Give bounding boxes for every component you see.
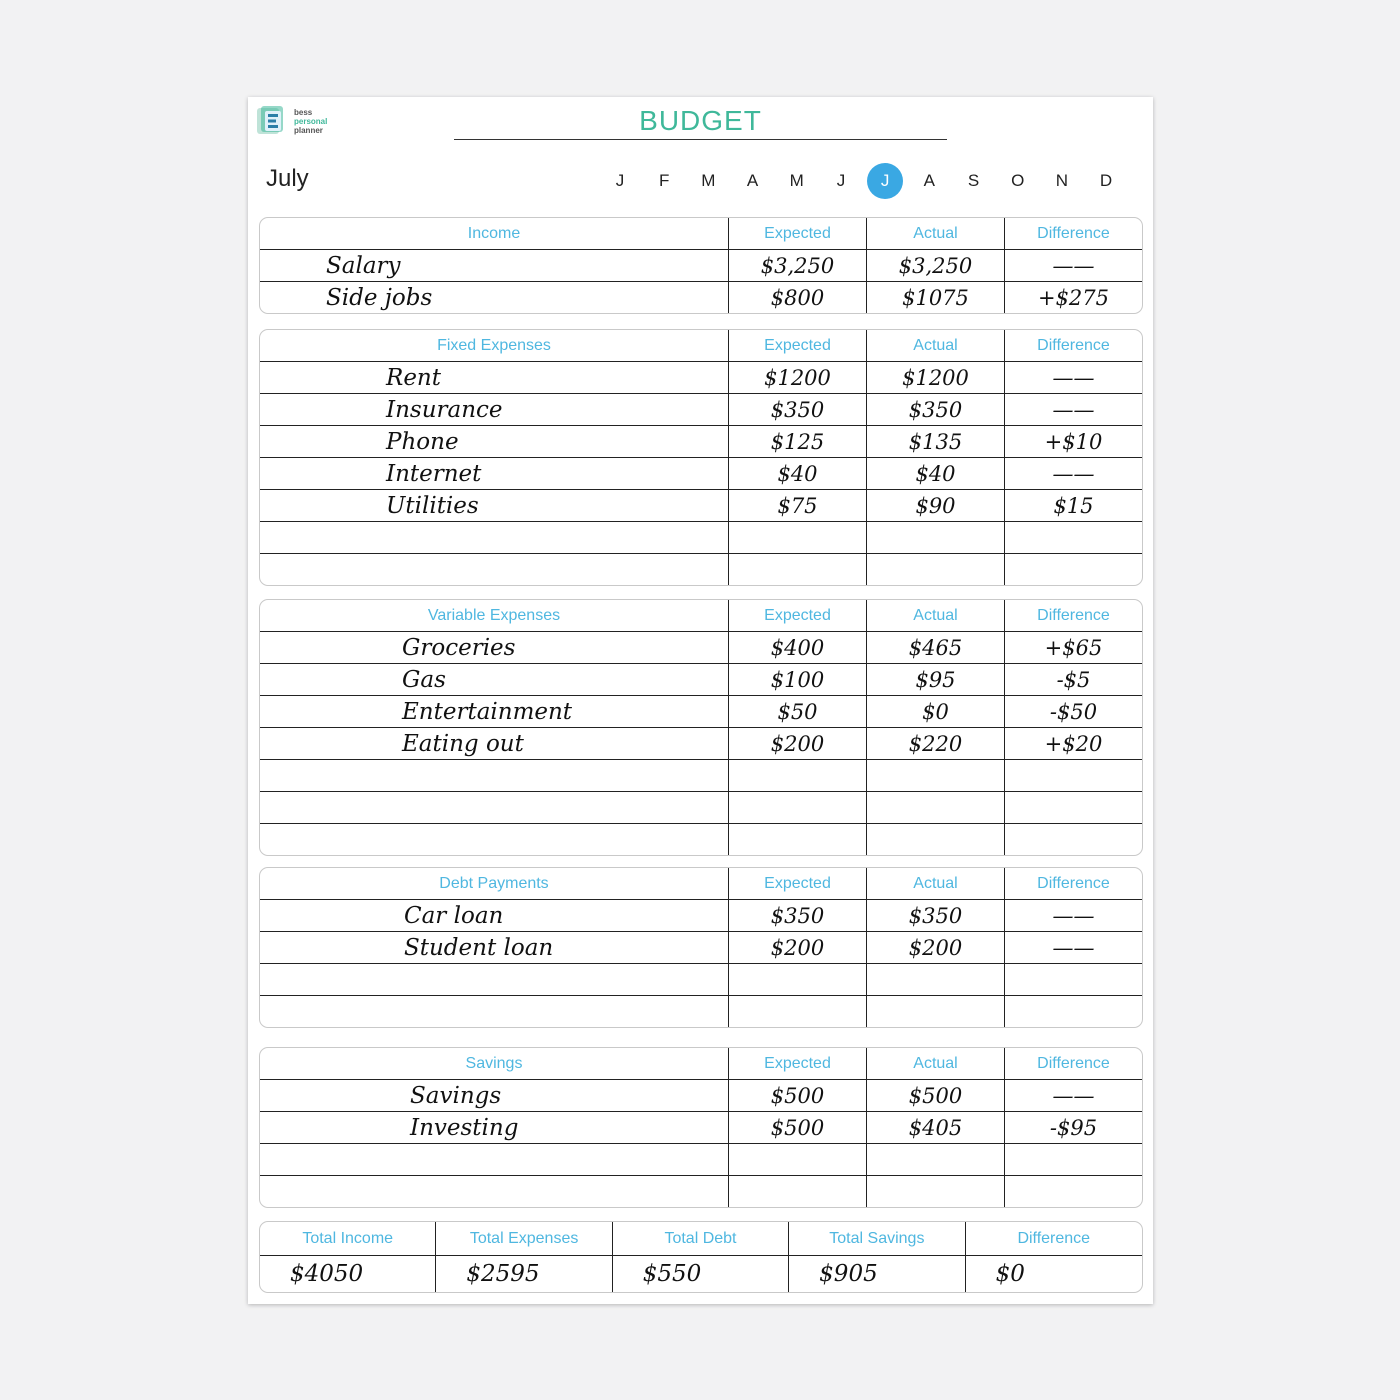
debt-cell-name[interactable] [260,964,729,995]
fixed-cell-actual[interactable]: $40 [867,458,1005,489]
variable-cell-actual[interactable] [867,824,1005,855]
fixed-item-name: Utilities [386,492,479,519]
variable-header-actual: Actual [867,600,1005,631]
debt-cell-actual[interactable] [867,964,1005,995]
savings-cell-expected[interactable] [729,1144,867,1175]
total-savings-value[interactable]: $905 [789,1256,965,1292]
fixed-cell-name[interactable] [260,426,729,457]
fixed-cell-difference[interactable]: —— [1052,365,1095,390]
variable-item-name: Eating out [402,730,524,757]
fixed-cell-expected[interactable] [729,554,867,585]
total-expenses-label: Total Expenses [436,1222,612,1255]
variable-cell-actual[interactable] [867,760,1005,791]
debt-header-row [260,868,1142,899]
income-item-name: Side jobs [326,284,433,311]
income-header-expected: Expected [729,218,867,249]
debt-row [260,963,1142,995]
variable-expenses-section [259,599,1143,856]
fixed-cell-actual[interactable]: $1200 [867,362,1005,393]
month-button-3[interactable]: A [746,171,759,190]
variable-item-name: Entertainment [402,698,573,725]
fixed-cell-name[interactable] [260,490,729,521]
debt-header-expected: Expected [729,868,867,899]
fixed-cell-difference[interactable]: +$10 [1044,429,1103,454]
debt-cell-name[interactable] [260,932,729,963]
debt-cell-difference[interactable]: —— [1052,935,1095,960]
month-button-9[interactable]: O [1011,171,1025,190]
variable-header-expected: Expected [729,600,867,631]
income-header-category: Income [260,218,729,249]
income-cell-actual[interactable]: $3,250 [867,250,1005,281]
savings-row [260,1079,1142,1111]
fixed-cell-difference[interactable] [1005,554,1142,585]
variable-cell-name[interactable] [260,760,729,791]
variable-row [260,759,1142,791]
debt-cell-name[interactable] [260,900,729,931]
month-button-8[interactable]: S [967,171,980,190]
savings-cell-actual[interactable]: $500 [867,1080,1005,1111]
debt-payments-section [259,867,1143,1028]
variable-cell-expected[interactable]: $200 [729,728,867,759]
income-item-name: Salary [326,252,401,279]
debt-cell-name[interactable] [260,996,729,1027]
savings-header-expected: Expected [729,1048,867,1079]
variable-header-category: Variable Expenses [260,600,729,631]
total-debt-value[interactable]: $550 [613,1256,789,1292]
variable-header-row [260,600,1142,631]
debt-cell-expected[interactable]: $200 [729,932,867,963]
budget-page [248,97,1153,1304]
savings-item-name: Investing [410,1114,519,1141]
fixed-cell-actual[interactable]: $90 [867,490,1005,521]
savings-header-difference: Difference [1037,1054,1110,1072]
savings-header-actual: Actual [867,1048,1005,1079]
income-header-row [260,218,1142,249]
fixed-cell-expected[interactable] [729,522,867,553]
variable-cell-name[interactable] [260,696,729,727]
fixed-row [260,457,1142,489]
month-button-11[interactable]: D [1099,171,1113,190]
debt-cell-actual[interactable]: $200 [867,932,1005,963]
variable-cell-actual[interactable]: $465 [867,632,1005,663]
variable-row [260,791,1142,823]
debt-cell-expected[interactable] [729,964,867,995]
savings-cell-name[interactable] [260,1176,729,1207]
page-title: BUDGET [454,105,947,140]
total-income-label: Total Income [260,1222,436,1255]
brand-logo [256,105,327,137]
debt-row [260,899,1142,931]
fixed-cell-name[interactable] [260,394,729,425]
month-button-2[interactable]: M [701,171,716,190]
total-debt-label: Total Debt [613,1222,789,1255]
variable-row [260,663,1142,695]
savings-header-category: Savings [260,1048,729,1079]
fixed-expenses-section [259,329,1143,586]
debt-header-actual: Actual [867,868,1005,899]
variable-item-name: Groceries [402,634,516,661]
fixed-header-difference: Difference [1037,336,1110,354]
fixed-cell-difference[interactable] [1005,522,1142,553]
fixed-cell-name[interactable] [260,554,729,585]
income-cell-actual[interactable]: $1075 [867,282,1005,313]
debt-cell-actual[interactable]: $350 [867,900,1005,931]
variable-cell-difference[interactable]: +$65 [1044,635,1103,660]
fixed-row [260,361,1142,393]
month-selector [602,163,1132,199]
savings-row [260,1111,1142,1143]
income-cell-expected[interactable]: $3,250 [729,250,867,281]
totals-header [260,1222,1142,1256]
variable-cell-name[interactable] [260,664,729,695]
savings-item-name: Savings [410,1082,502,1109]
debt-header-difference: Difference [1037,874,1110,892]
debt-cell-actual[interactable] [867,996,1005,1027]
fixed-header-actual: Actual [867,330,1005,361]
savings-cell-name[interactable] [260,1144,729,1175]
savings-row [260,1143,1142,1175]
fixed-item-name: Internet [386,460,482,487]
variable-cell-actual[interactable] [867,792,1005,823]
fixed-cell-actual[interactable] [867,522,1005,553]
income-header-difference: Difference [1037,224,1110,242]
variable-row [260,727,1142,759]
variable-row [260,823,1142,855]
debt-row [260,931,1142,963]
variable-cell-name[interactable] [260,632,729,663]
savings-header-row [260,1048,1142,1079]
savings-cell-expected[interactable]: $500 [729,1080,867,1111]
total-expenses-value[interactable]: $2595 [436,1256,612,1292]
variable-row [260,631,1142,663]
fixed-cell-expected[interactable]: $1200 [729,362,867,393]
debt-cell-difference[interactable] [1005,964,1142,995]
income-header-actual: Actual [867,218,1005,249]
variable-cell-actual[interactable]: $95 [867,664,1005,695]
fixed-cell-actual[interactable]: $135 [867,426,1005,457]
savings-cell-difference[interactable] [1005,1176,1142,1207]
income-row [260,281,1142,313]
income-cell-name[interactable] [260,250,729,281]
variable-cell-expected[interactable] [729,792,867,823]
fixed-cell-name[interactable] [260,522,729,553]
savings-cell-actual[interactable]: $405 [867,1112,1005,1143]
variable-cell-expected[interactable] [729,824,867,855]
planner-logo-icon [256,105,286,137]
income-cell-name[interactable] [260,282,729,313]
fixed-header-expected: Expected [729,330,867,361]
fixed-row [260,553,1142,585]
fixed-cell-expected[interactable]: $40 [729,458,867,489]
savings-cell-name[interactable] [260,1080,729,1111]
month-button-6[interactable]: J [867,163,903,199]
total-savings-label: Total Savings [789,1222,965,1255]
debt-row [260,995,1142,1027]
fixed-cell-actual[interactable]: $350 [867,394,1005,425]
savings-row [260,1175,1142,1207]
fixed-row [260,489,1142,521]
variable-cell-name[interactable] [260,728,729,759]
fixed-cell-expected[interactable]: $350 [729,394,867,425]
variable-header-difference: Difference [1037,606,1110,624]
month-button-7[interactable]: A [923,171,935,190]
income-cell-difference[interactable]: +$275 [1037,285,1110,310]
total-difference-label: Difference [1017,1229,1091,1247]
fixed-row [260,521,1142,553]
debt-cell-difference[interactable]: —— [1052,903,1095,928]
debt-item-name: Car loan [404,902,504,929]
fixed-cell-difference[interactable]: $15 [1053,493,1094,518]
debt-cell-expected[interactable]: $350 [729,900,867,931]
savings-section [259,1047,1143,1208]
fixed-row [260,393,1142,425]
savings-cell-expected[interactable]: $500 [729,1112,867,1143]
variable-cell-expected[interactable] [729,760,867,791]
month-button-4[interactable]: M [789,171,804,190]
fixed-row [260,425,1142,457]
month-name: July [266,165,309,192]
total-income-value[interactable]: $4050 [260,1256,436,1292]
fixed-cell-expected[interactable]: $75 [729,490,867,521]
variable-item-name: Gas [402,666,446,693]
income-row [260,249,1142,281]
fixed-cell-name[interactable] [260,458,729,489]
month-button-5[interactable]: J [836,171,846,190]
income-cell-difference[interactable]: —— [1052,253,1095,278]
fixed-cell-name[interactable] [260,362,729,393]
fixed-cell-actual[interactable] [867,554,1005,585]
fixed-cell-difference[interactable]: —— [1052,397,1095,422]
variable-cell-difference[interactable]: -$50 [1049,699,1098,724]
month-button-10[interactable]: N [1055,171,1069,190]
income-cell-expected[interactable]: $800 [729,282,867,313]
variable-cell-name[interactable] [260,792,729,823]
variable-cell-difference[interactable]: -$5 [1056,667,1091,692]
savings-cell-expected[interactable] [729,1176,867,1207]
variable-cell-difference[interactable] [1005,760,1142,791]
fixed-cell-expected[interactable]: $125 [729,426,867,457]
debt-item-name: Student loan [404,934,554,961]
fixed-item-name: Phone [386,428,459,455]
savings-cell-difference[interactable]: —— [1052,1083,1095,1108]
fixed-header-category: Fixed Expenses [260,330,729,361]
variable-cell-expected[interactable]: $100 [729,664,867,695]
total-difference-value[interactable]: $0 [995,1261,1025,1287]
logo-wordmark: bess personal planner [294,107,328,135]
variable-cell-difference[interactable] [1005,792,1142,823]
variable-cell-actual[interactable]: $0 [867,696,1005,727]
fixed-cell-difference[interactable]: —— [1052,461,1095,486]
variable-cell-difference[interactable] [1005,824,1142,855]
month-button-0[interactable]: J [615,171,625,190]
savings-cell-actual[interactable] [867,1144,1005,1175]
variable-cell-expected[interactable]: $400 [729,632,867,663]
variable-cell-name[interactable] [260,824,729,855]
fixed-header-row [260,330,1142,361]
variable-cell-difference[interactable]: +$20 [1044,731,1103,756]
savings-cell-actual[interactable] [867,1176,1005,1207]
savings-cell-difference[interactable]: -$95 [1049,1115,1098,1140]
totals-section [259,1221,1143,1293]
savings-cell-name[interactable] [260,1112,729,1143]
variable-cell-actual[interactable]: $220 [867,728,1005,759]
fixed-item-name: Insurance [386,396,503,423]
month-button-1[interactable]: F [658,171,670,190]
debt-cell-difference[interactable] [1005,996,1142,1027]
totals-values [260,1256,1142,1292]
debt-cell-expected[interactable] [729,996,867,1027]
variable-cell-expected[interactable]: $50 [729,696,867,727]
income-section [259,217,1143,314]
variable-row [260,695,1142,727]
fixed-item-name: Rent [386,364,441,391]
debt-header-category: Debt Payments [260,868,729,899]
savings-cell-difference[interactable] [1005,1144,1142,1175]
